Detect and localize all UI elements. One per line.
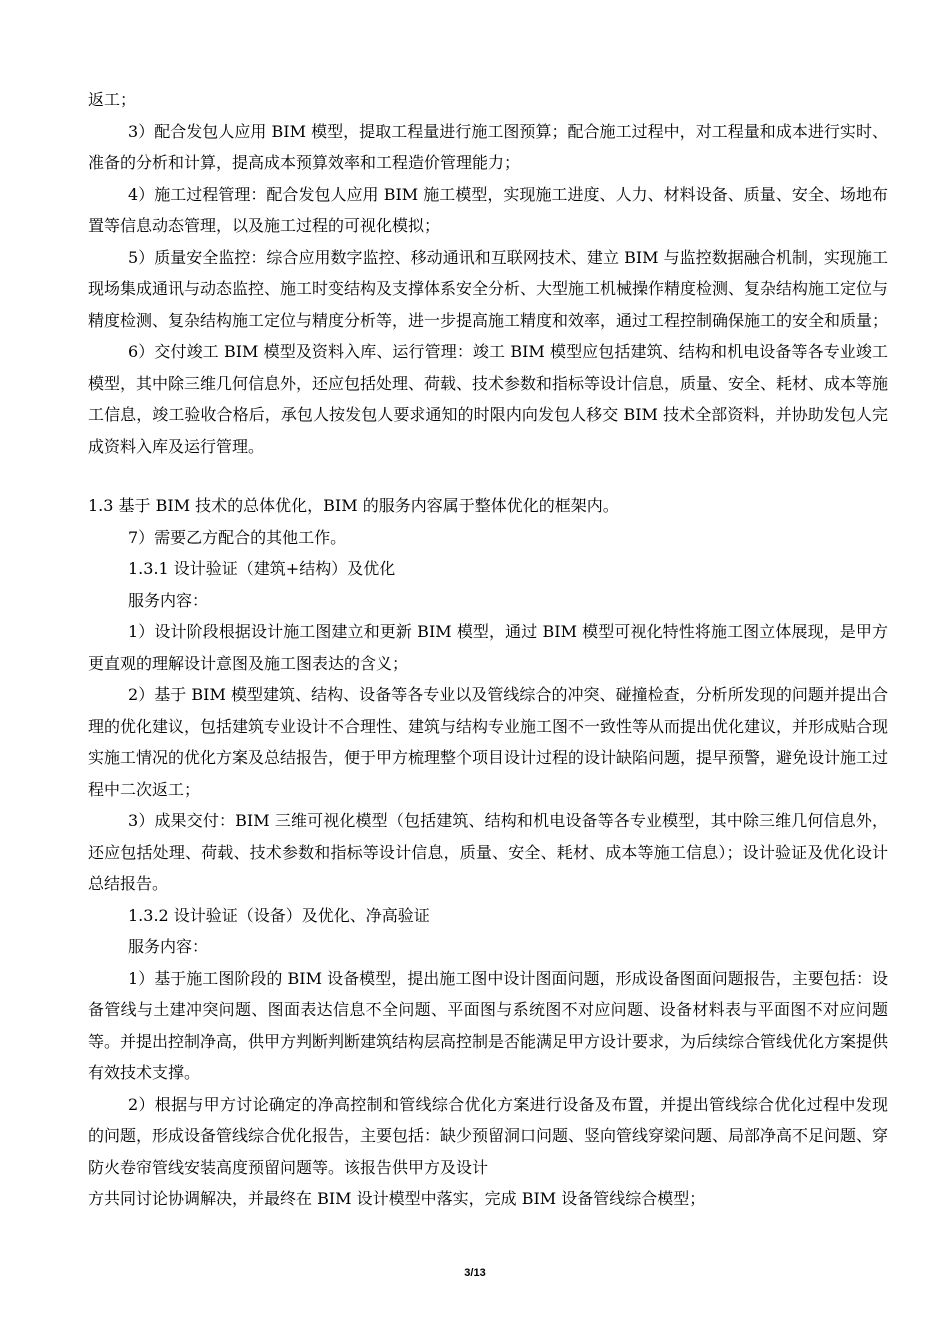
document-body xyxy=(88,84,888,1215)
paragraph: 1）设计阶段根据设计施工图建立和更新 BIM 模型，通过 BIM 模型可视化特性将施工图立体展现，是甲方更直观的理解设计意图及施工图表达的含义； xyxy=(88,622,888,673)
paragraph: 5）质量安全监控：综合应用数字监控、移动通讯和互联网技术、建立 BIM 与监控数据融合机制，实现施工现场集成通讯与动态监控、施工时变结构及支撑体系安全分析、大型施工机械操作精度检测、复杂结构施工定位与精度检测、复杂结构施工定位与精度分析等，进一步提高施工精度和效率，通过工程控制确保施工的安全和质量； xyxy=(88,247,889,330)
paragraph: 3）成果交付：BIM 三维可视化模型（包括建筑、结构和机电设备等各专业模型，其中除三维几何信息外，还应包括处理、荷载、技术参数和指标等设计信息，质量、安全、耗材、成本等施工信息）；设计验证及优化设计总结报告。 xyxy=(88,811,888,893)
paragraph: 服务内容： xyxy=(128,590,209,610)
paragraph: 返工； xyxy=(88,90,137,109)
paragraph: 6）交付竣工 BIM 模型及资料入库、运行管理：竣工 BIM 模型应包括建筑、结构和机电设备等各专业竣工模型，其中除三维几何信息外，还应包括处理、荷载、技术参数和指标等设计信息，质量、安全、耗材、成本等施工信息，竣工验收合格后，承包人按发包人要求通知的时限内向发包人移交 BIM 技术全部资料，并协助发包人完成资料入库及运行管理。 xyxy=(88,342,889,456)
paragraph: 4）施工过程管理：配合发包人应用 BIM 施工模型，实现施工进度、人力、材料设备、质量、安全、场地布置等信息动态管理，以及施工过程的可视化模拟； xyxy=(88,184,888,235)
paragraph: 1）基于施工图阶段的 BIM 设备模型，提出施工图中设计图面问题，形成设备图面问题报告，主要包括：设备管线与土建冲突问题、图面表达信息不全问题、平面图与系统图不对应问题、设备材料表与平面图不对应问题等。并提出控制净高，供甲方判断判断建筑结构层高控制是否能满足甲方设计要求，为后续综合管线优化方案提供有效技术支撑。 xyxy=(88,968,889,1082)
page-number: 3/13 xyxy=(464,1267,486,1279)
paragraph: 7）需要乙方配合的其他工作。 xyxy=(128,527,347,547)
section-heading: 1.3 基于 BIM 技术的总体优化，BIM 的服务内容属于整体优化的框架内。 xyxy=(88,496,619,515)
paragraph: 2）基于 BIM 模型建筑、结构、设备等各专业以及管线综合的冲突、碰撞检查，分析所发现的问题并提出合理的优化建议，包括建筑专业设计不合理性、建筑与结构专业施工图不一致性等从而提出优化建议，并形成贴合现实施工情况的优化方案及总结报告，便于甲方梳理整个项目设计过程的设计缺陷问题，提早预警，避免设计施工过程中二次返工； xyxy=(88,685,889,799)
subsection-heading: 1.3.2 设计验证（设备）及优化、净高验证 xyxy=(128,905,430,925)
paragraph: 3）配合发包人应用 BIM 模型，提取工程量进行施工图预算；配合施工过程中，对工程量和成本进行实时、准备的分析和计算，提高成本预算效率和工程造价管理能力； xyxy=(88,121,888,172)
paragraph: 2）根据与甲方讨论确定的净高控制和管线综合优化方案进行设备及布置，并提出管线综合优化过程中发现的问题，形成设备管线综合优化报告，主要包括：缺少预留洞口问题、竖向管线穿梁问题、局部净高不足问题、穿防火卷帘管线安装高度预留问题等。该报告供甲方及设计 xyxy=(88,1094,889,1177)
subsection-heading: 1.3.1 设计验证（建筑+结构）及优化 xyxy=(128,559,396,578)
paragraph: 服务内容： xyxy=(128,937,209,956)
paragraph: 方共同讨论协调解决，并最终在 BIM 设计模型中落实，完成 BIM 设备管线综合模型； xyxy=(88,1189,706,1208)
